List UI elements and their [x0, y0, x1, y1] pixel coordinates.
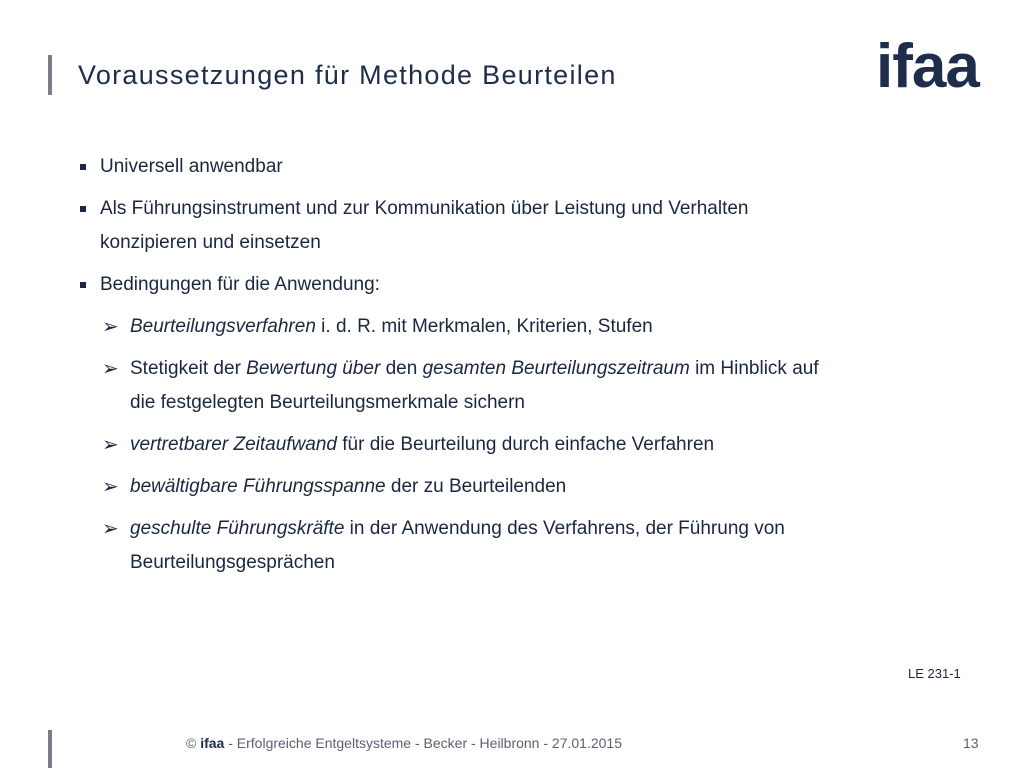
square-bullet-icon — [80, 206, 86, 212]
bullet-item: Als Führungsinstrument und zur Kommunikation über Leistung und Verhalten konzipieren und einsetzen — [80, 192, 980, 260]
square-bullet-icon — [80, 164, 86, 170]
square-bullet-icon — [80, 282, 86, 288]
sub-bullet-item: ➢ geschulte Führungskräfte in der Anwendung des Verfahrens, der Führung von Beurteilungsgesprächen — [80, 512, 980, 580]
arrowhead-bullet-icon: ➢ — [102, 434, 119, 456]
reference-code: LE 231-1 — [908, 666, 961, 681]
slide-content — [80, 150, 980, 588]
arrowhead-bullet-icon: ➢ — [102, 358, 119, 380]
slide-title: Voraussetzungen für Methode Beurteilen — [78, 60, 617, 90]
footer-accent-bar — [48, 730, 52, 768]
arrowhead-bullet-icon: ➢ — [102, 316, 119, 338]
sub-bullet-item: ➢ Beurteilungsverfahren i. d. R. mit Merkmalen, Kriterien, Stufen — [80, 310, 980, 344]
ifaa-logo: ifaa — [876, 32, 979, 101]
bullet-item: Bedingungen für die Anwendung: — [80, 268, 980, 302]
sub-bullet-item: ➢ vertretbarer Zeitaufwand für die Beurteilung durch einfache Verfahren — [80, 428, 980, 462]
sub-bullet-item: ➢ bewältigbare Führungsspanne der zu Beurteilenden — [80, 470, 980, 504]
footer-text: © ifaa - Erfolgreiche Entgeltsysteme - Becker - Heilbronn - 27.01.2015 — [186, 735, 622, 751]
sub-bullet-item: ➢ Stetigkeit der Bewertung über den gesamten Beurteilungszeitraum im Hinblick auf die festgelegten Beurteilungsmerkmale sichern — [80, 352, 980, 420]
page-number: 13 — [963, 735, 979, 751]
arrowhead-bullet-icon: ➢ — [102, 476, 119, 498]
arrowhead-bullet-icon: ➢ — [102, 518, 119, 540]
title-accent-bar — [48, 55, 52, 95]
bullet-item: Universell anwendbar — [80, 150, 980, 184]
